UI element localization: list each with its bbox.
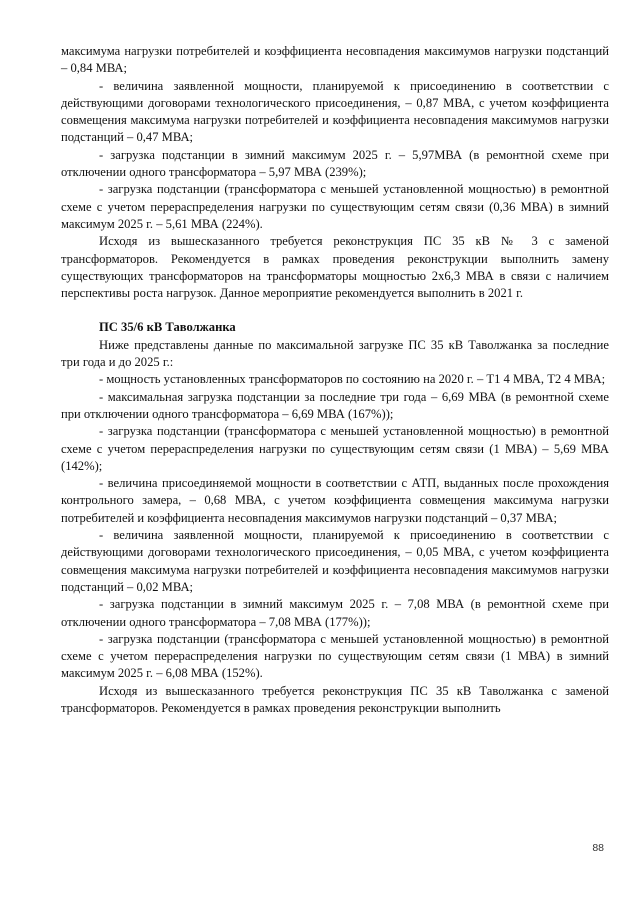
paragraph-intro: Ниже представлены данные по максимальной загрузке ПС 35 кВ Таволжанка за последние три года и до 2025 г.: (61, 337, 609, 370)
document-body (61, 43, 609, 717)
paragraph-continuation: максимума нагрузки потребителей и коэффициента несовпадения максимумов нагрузки подстанций – 0,84 МВА; (61, 44, 609, 76)
paragraph-conclusion-ps3: Исходя из вышесказанного требуется реконструкция ПС 35 кВ № 3 с заменой трансформаторов. Рекомендуется в рамках проведения реконструкции выполнить замену существующих трансформаторов на трансформаторы мощностью 2х6,3 МВА в связи с наличием перспективы роста нагрузок. Данное мероприятие рекомендуется выполнить в 2021 г. (61, 234, 609, 301)
paragraph-max-load: - максимальная загрузка подстанции за последние три года – 6,69 МВА (в ремонтной схеме при отключении одного трансформатора – 6,69 МВА (167%)); (61, 389, 609, 421)
paragraph-redistributed-load: - загрузка подстанции (трансформатора с меньшей установленной мощностью) в ремонтной схеме с учетом перераспределения нагрузки по существующим сетям связи (0,36 МВА) в зимний максимум 2025 г. – 5,61 МВА (224%). (61, 182, 609, 231)
page-number: 88 (592, 842, 604, 854)
paragraph-winter-load-2: - загрузка подстанции в зимний максимум 2025 г. – 7,08 МВА (в ремонтной схеме при отключении одного трансформатора – 7,08 МВА (177%)); (61, 597, 609, 629)
paragraph-declared-capacity: - величина заявленной мощности, планируемой к присоединению в соответствии с действующими договорами технологического присоединения, – 0,87 МВА, с учетом коэффициента совмещения максимума нагрузки потребителей и коэффициента несовпадения максимумов нагрузки подстанций – 0,47 МВА; (61, 78, 609, 145)
paragraph-winter-load: - загрузка подстанции в зимний максимум 2025 г. – 5,97МВА (в ремонтной схеме при отключении одного трансформатора – 5,97 МВА (239%); (61, 147, 609, 180)
paragraph-conclusion-tavolzhanka: Исходя из вышесказанного требуется реконструкция ПС 35 кВ Таволжанка с заменой трансформаторов. Рекомендуется в рамках проведения реконструкции выполнить (61, 683, 609, 715)
paragraph-redistributed-load-2: - загрузка подстанции (трансформатора с меньшей установленной мощностью) в ремонтной схеме с учетом перераспределения нагрузки по существующим сетям связи (1 МВА) в зимний максимум 2025 г. – 6,08 МВА (152%). (61, 631, 609, 681)
section-heading: ПС 35/6 кВ Таволжанка (99, 320, 236, 335)
paragraph-connected-capacity: - величина присоединяемой мощности в соответствии с АТП, выданных после прохождения контрольного замера, – 0,68 МВА, с учетом коэффициента совмещения максимума нагрузки потребителей и коэффициента несовпадения максимумов нагрузки подстанций – 0,37 МВА; (61, 476, 609, 525)
paragraph-declared-capacity-2: - величина заявленной мощности, планируемой к присоединению в соответствии с действующими договорами технологического присоединения, – 0,05 МВА, с учетом коэффициента совмещения максимума нагрузки потребителей и коэффициента несовпадения максимумов нагрузки подстанций – 0,02 МВА; (61, 528, 609, 594)
paragraph-repair-scheme-load: - загрузка подстанции (трансформатора с меньшей установленной мощностью) в ремонтной схеме с учетом перераспределения нагрузки по существующим сетям связи (1 МВА) – 5,69 МВА (142%); (61, 424, 609, 473)
paragraph-installed-capacity: - мощность установленных трансформаторов по состоянию на 2020 г. – Т1 4 МВА, Т2 4 МВА; (99, 372, 606, 387)
